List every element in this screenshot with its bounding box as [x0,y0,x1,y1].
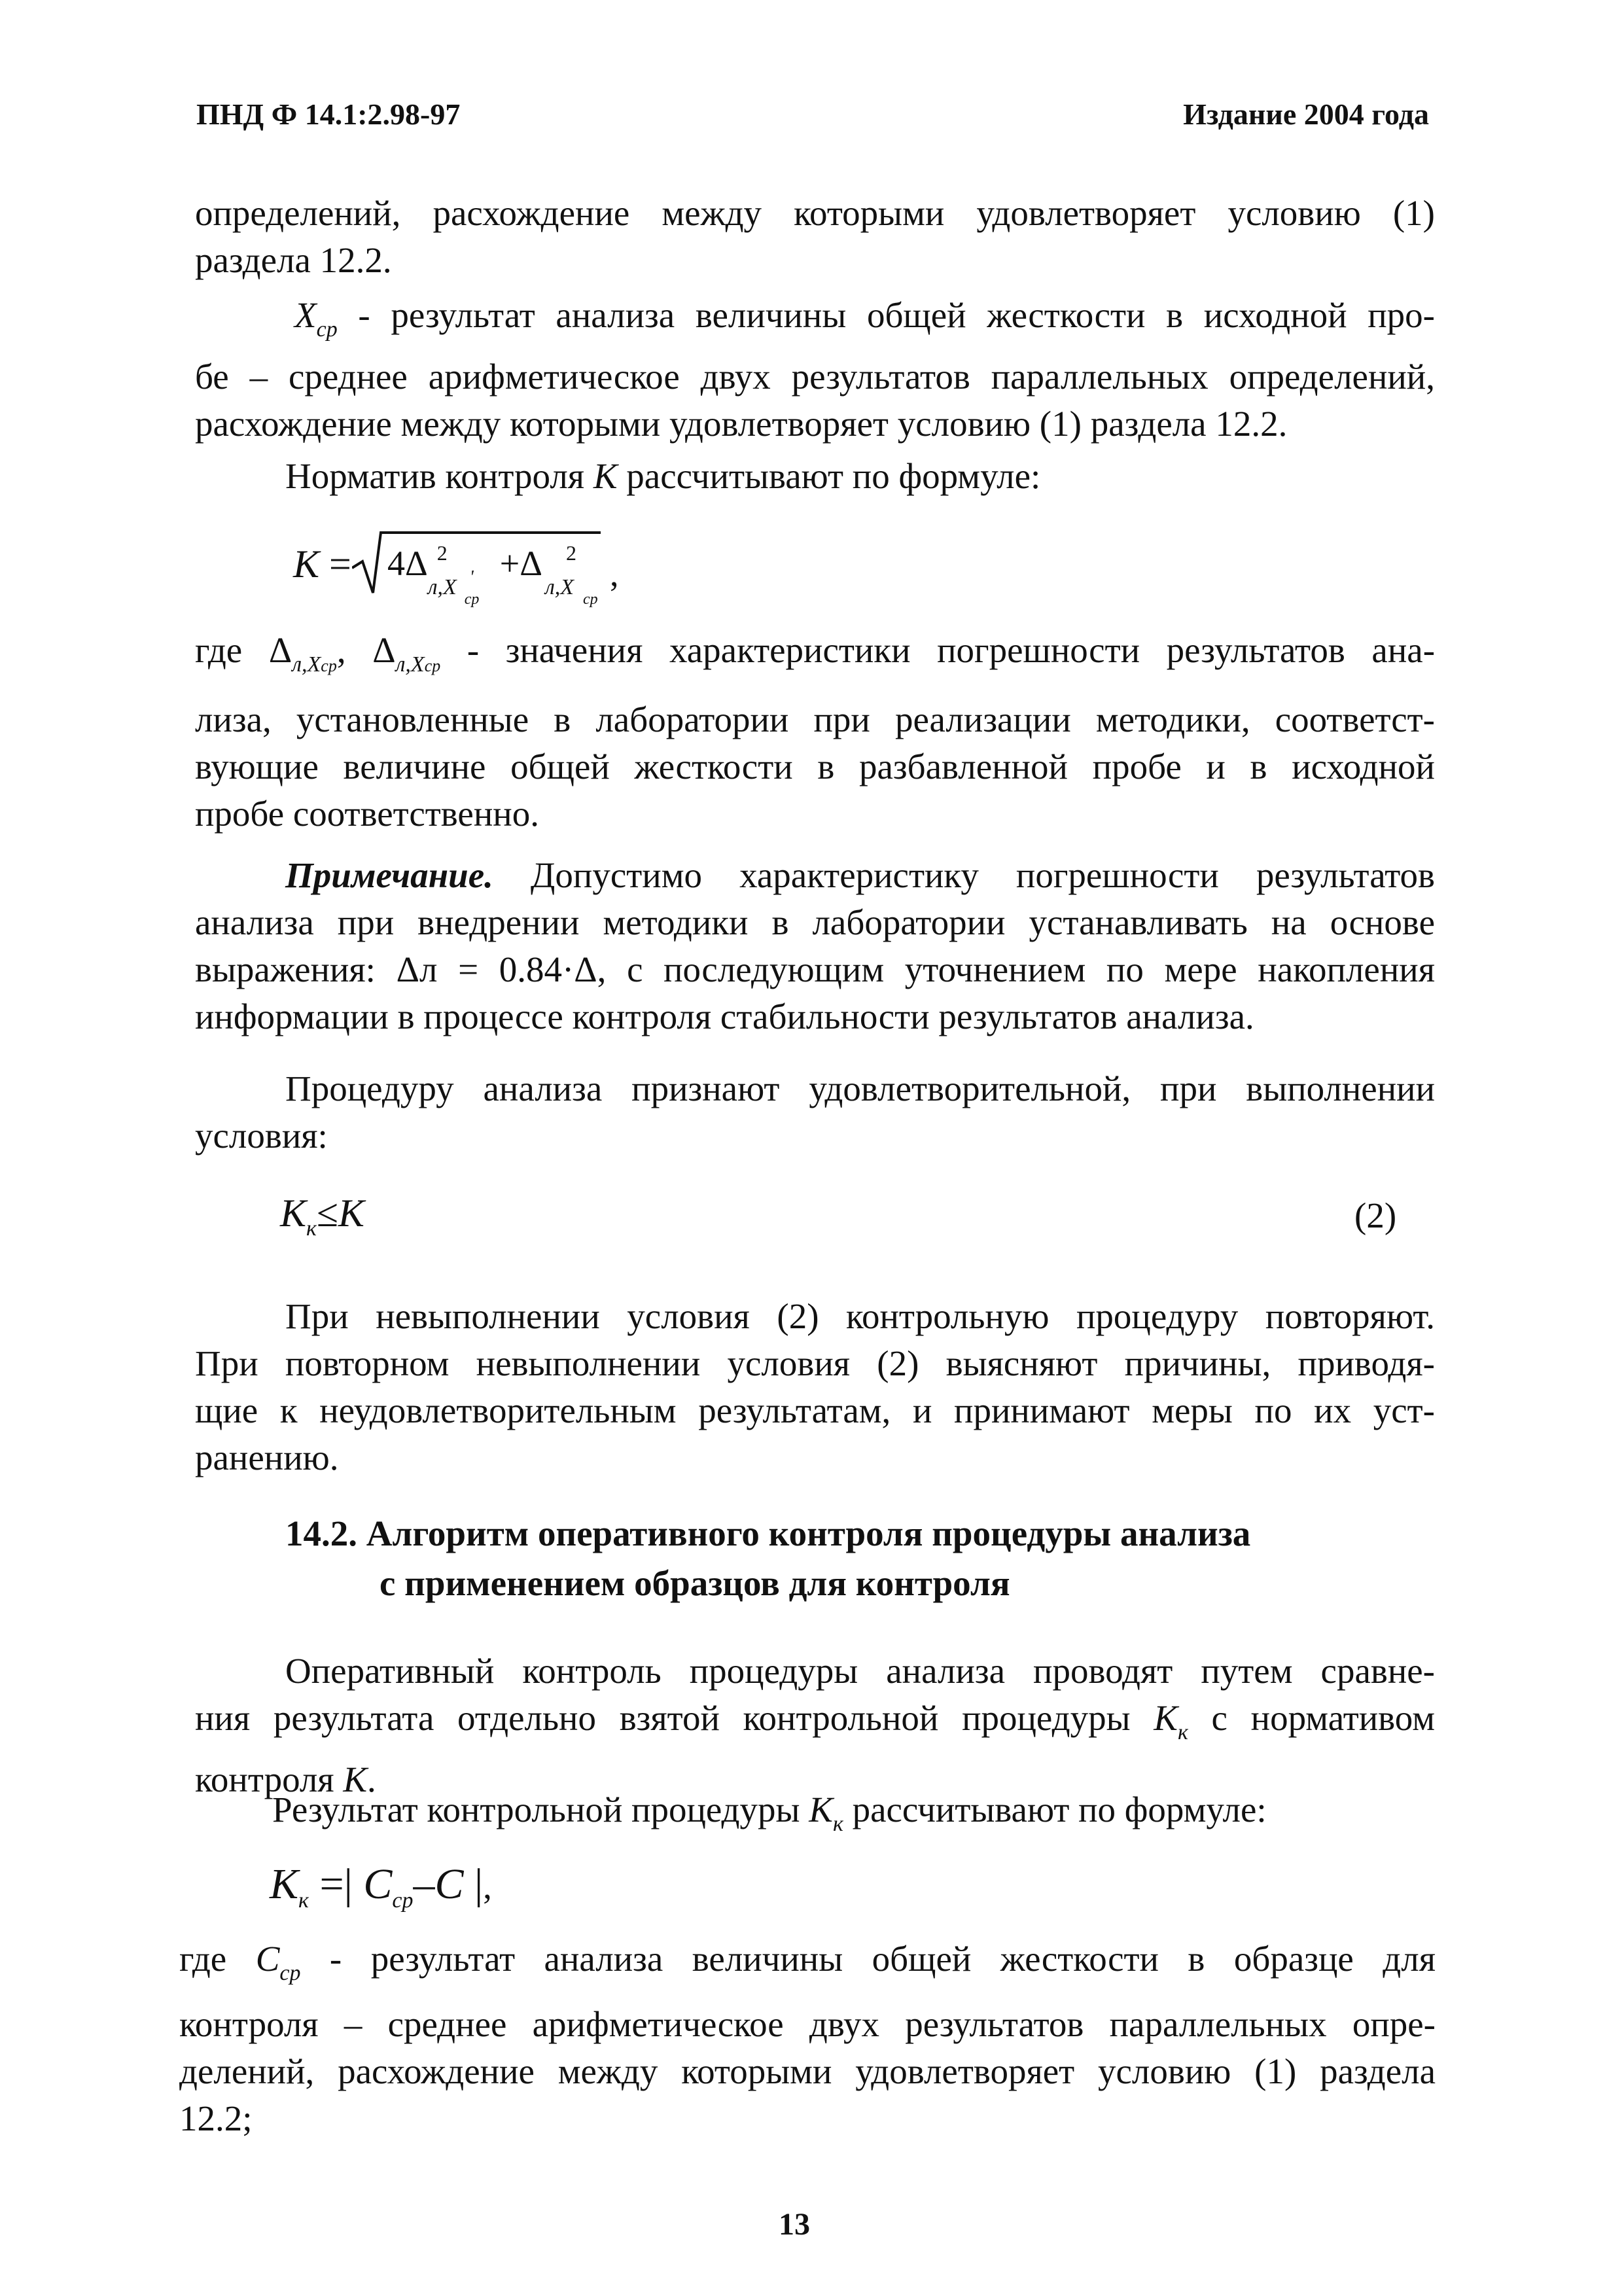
header-edition: Издание 2004 года [1183,97,1429,131]
text-segment: Допустимо характеристику погрешности результатов [493,855,1435,895]
paragraph-ccp-definition [179,1935,1436,2142]
text-line: Оперативный контроль процедуры анализа проводят путем сравне- [285,1651,1435,1691]
symbol-subscript-cp: ср [424,656,441,675]
text-line [195,292,1435,353]
symbol-c: C [363,1860,393,1908]
symbol-kk: K [809,1790,833,1829]
symbol-subscript-cp: ср [321,656,337,675]
text-segment: Норматив контроля [285,456,593,496]
formula-radicand [387,541,614,608]
symbol-c: C [255,1939,280,1979]
symbol-c: C [434,1860,464,1908]
paragraph-formula-intro [195,453,1435,500]
symbol-k: K [343,1759,368,1799]
text-line: Процедуру анализа признают удовлетворительной, при выполнении [285,1069,1435,1108]
page-number: 13 [779,2207,810,2242]
text-line [195,852,1435,899]
symbol-kk: K [1154,1698,1178,1738]
symbol-delta: Δ [372,630,396,670]
text-segment: контроля [195,1759,344,1799]
symbol-subscript: ср [279,1961,301,1985]
text-line: условия: [195,1116,328,1156]
text-line: делений, расхождение между которыми удовлетворяет условию (1) раздела [179,2051,1436,2091]
subscript-lx: л,X [544,575,574,599]
term-delta: Δ [520,544,542,583]
text-segment: Результат контрольной процедуры [272,1790,809,1829]
formula-comma: , [610,554,619,593]
note-label: Примечание. [285,855,493,895]
symbol-subscript: л,X [395,652,425,677]
text-segment: с нормативом [1188,1698,1436,1738]
paragraph-acceptance [195,1065,1435,1159]
condition-number: (2) [1354,1195,1397,1235]
subscript-cp: ср [582,591,598,608]
symbol-subscript: к [1177,1720,1188,1744]
section-heading-line1: 14.2. Алгоритм оперативного контроля процедуры анализа [285,1513,1251,1553]
abs-bar-right: | [474,1860,484,1908]
text-segment: рассчитывают по формуле: [843,1790,1267,1829]
text-line: 12.2; [179,2098,253,2138]
abs-bar-left: | [344,1860,353,1908]
text-line [195,627,1435,690]
text-segment: - результат анализа величины общей жесткости в исходной про- [337,295,1435,335]
text-line: ранению. [195,1438,339,1477]
paragraph-kk-formula-intro [195,1786,1435,1848]
subscript-cp: ср [464,591,480,608]
symbol-subscript: к [306,1216,317,1241]
minus-sign: – [413,1860,435,1908]
text-segment: - значения характеристики погрешности результатов ана- [440,630,1436,670]
paragraph-intro [195,190,1435,284]
text-line: анализа при внедрении методики в лаборатории устанавливать на основе [195,902,1435,942]
header-doc-code: ПНД Ф 14.1:2.98-97 [196,97,461,131]
symbol-kk: K [270,1860,299,1908]
text-line [195,1695,1435,1756]
symbol-x: X [294,295,317,335]
text-line: лиза, установленные в лаборатории при реализации методики, соответст- [195,699,1435,739]
symbol-k: K [593,456,618,496]
text-segment: где [195,630,269,670]
paragraph-operative-control [195,1648,1435,1803]
text-line: При невыполнении условия (2) контрольную процедуру повторяют. [285,1296,1435,1336]
formula-equals: = [319,1860,344,1908]
text-line: щие к неудовлетворительным результатам, и принимают меры по их уст- [195,1390,1435,1430]
paragraph-note [195,852,1435,1040]
exponent-two: 2 [436,541,448,565]
plus-sign: + [499,544,520,583]
text-line: информации в процессе контроля стабильности результатов анализа. [195,997,1254,1036]
exponent-two: 2 [565,541,576,565]
symbol-subscript: к [832,1812,843,1836]
paragraph-xcp-definition [195,292,1435,448]
symbol-subscript: л,X [292,652,321,677]
text-segment: ния результата отдельно взятой контрольной процедуры [195,1698,1154,1738]
comma: , [336,630,346,670]
text-line [195,453,1435,500]
text-line [179,1935,1436,1997]
symbol-kk: K [280,1192,307,1235]
text-segment: где [179,1939,256,1979]
term1-indices [427,541,500,608]
text-line: выражения: Δл = 0.84·Δ, с последующим уточнением по мере накопления [195,949,1435,989]
section-heading-line2: с применением образцов для контроля [380,1563,1010,1603]
term2-indices [542,541,614,608]
text-segment: - результат анализа величины общей жесткости в образце для [300,1939,1436,1979]
condition-formula [280,1191,364,1241]
formula-lhs [293,542,351,587]
symbol-subscript: ср [392,1888,414,1913]
text-line: контроля – среднее арифметическое двух результатов параллельных опре- [179,2004,1436,2044]
paragraph-repeat [195,1293,1435,1481]
paragraph-where-deltas [195,627,1435,838]
text-line: расхождение между которыми удовлетворяет условию (1) раздела 12.2. [195,404,1288,444]
text-line [195,1786,1435,1848]
text-segment: рассчитывают по формуле: [617,456,1041,496]
symbol-subscript: к [298,1888,309,1913]
prime-mark: ' [469,567,474,588]
symbol-k: K [338,1192,364,1235]
less-equal-sign: ≤ [316,1192,338,1235]
formula-k-symbol: K [293,542,320,586]
text-line: раздела 12.2. [195,240,392,280]
text-line: При повторном невыполнении условия (2) выясняют причины, приводя- [195,1343,1435,1383]
formula-equals: = [329,542,351,586]
formula-comma: , [483,1867,492,1906]
period: . [367,1759,376,1799]
symbol-delta: Δ [268,630,292,670]
text-line: бе – среднее арифметическое двух результатов параллельных определений, [195,357,1435,397]
formula-kk [270,1860,492,1913]
subscript-lx: л,X [427,575,457,599]
text-line: вующие величине общей жесткости в разбавленной пробе и в исходной [195,747,1435,786]
term-four-delta: 4Δ [387,544,428,583]
symbol-subscript: ср [316,317,338,342]
text-line: определений, расхождение между которыми удовлетворяет условию (1) [195,193,1435,233]
text-line: пробе соответственно. [195,794,539,834]
